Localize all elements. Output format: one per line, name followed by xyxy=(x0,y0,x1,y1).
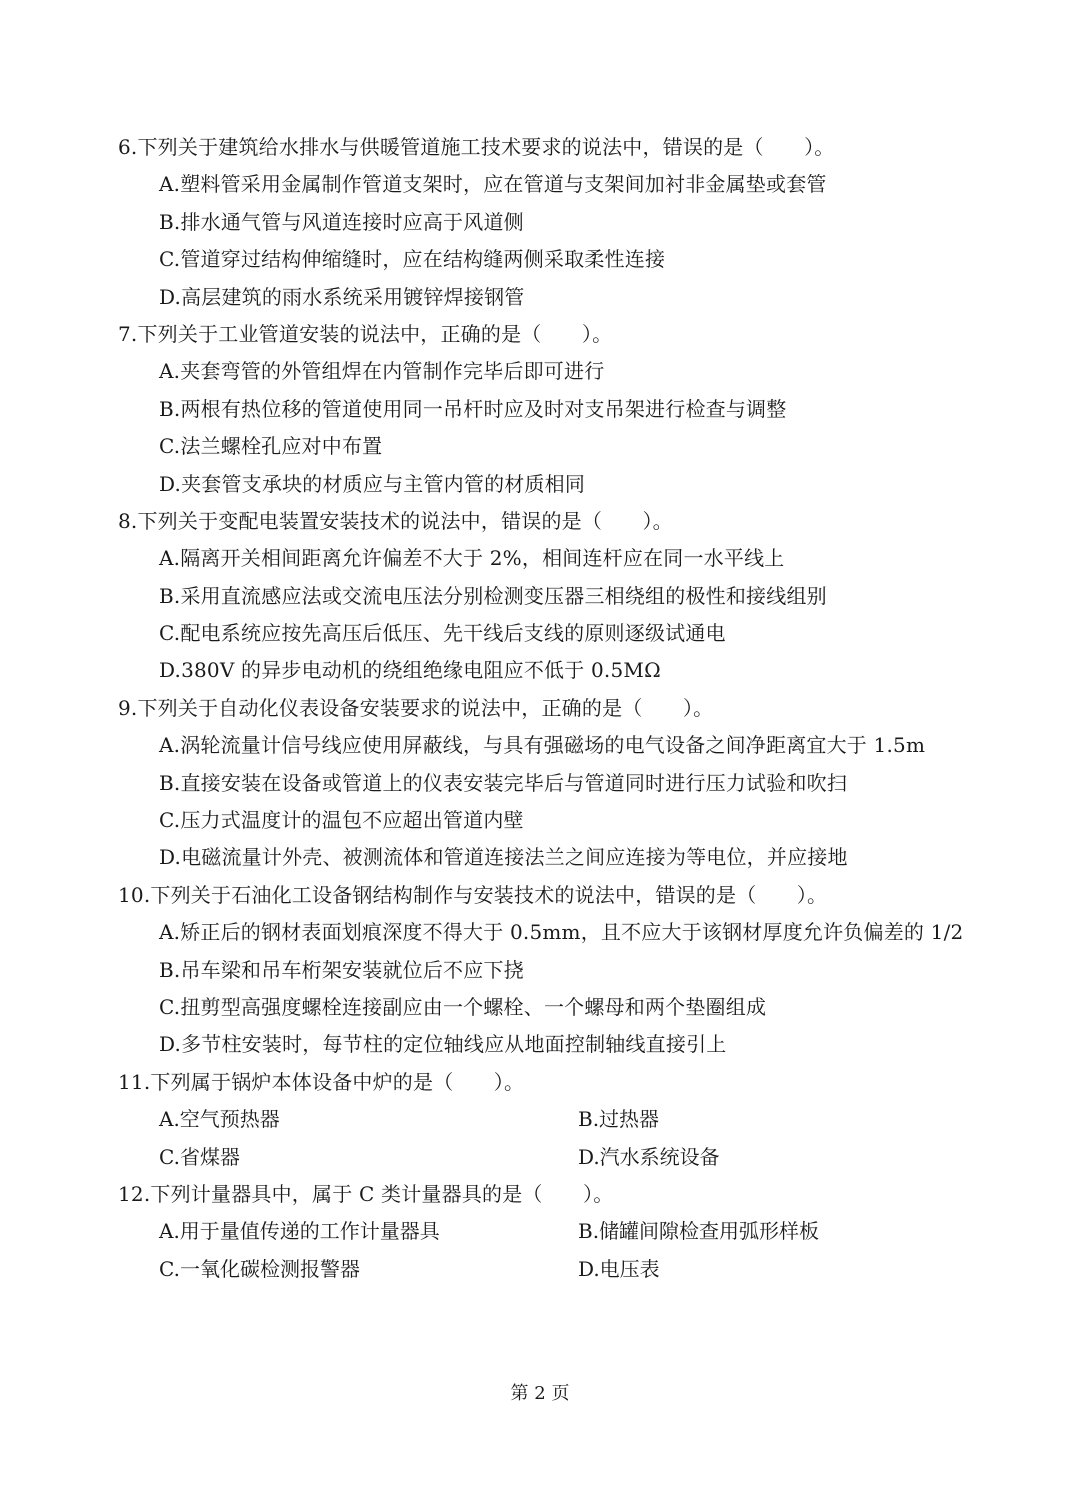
option-a: A.空气预热器 xyxy=(159,1107,280,1132)
option-c: C.配电系统应按先高压后低压、先干线后支线的原则逐级试通电 xyxy=(159,621,726,646)
option-row xyxy=(118,1139,998,1176)
question-stem: 7.下列关于工业管道安装的说法中，正确的是（ ）。 xyxy=(118,321,613,346)
question-9 xyxy=(118,690,998,877)
question-6 xyxy=(118,129,998,316)
question-stem: 12.下列计量器具中，属于 C 类计量器具的是（ ）。 xyxy=(118,1181,614,1206)
option-c: C.管道穿过结构伸缩缝时，应在结构缝两侧采取柔性连接 xyxy=(159,247,666,272)
option-d: D.电磁流量计外壳、被测流体和管道连接法兰之间应连接为等电位，并应接地 xyxy=(159,845,848,870)
option-b: B.过热器 xyxy=(578,1107,660,1132)
option-a: A.涡轮流量计信号线应使用屏蔽线，与具有强磁场的电气设备之间净距离宜大于 1.5m xyxy=(159,733,926,758)
option-c: C.压力式温度计的温包不应超出管道内壁 xyxy=(159,808,524,833)
option-b: B.储罐间隙检查用弧形样板 xyxy=(578,1219,820,1244)
option-b: B.采用直流感应法或交流电压法分别检测变压器三相绕组的极性和接线组别 xyxy=(159,583,827,608)
question-7 xyxy=(118,316,998,503)
question-stem: 6.下列关于建筑给水排水与供暖管道施工技术要求的说法中，错误的是（ ）。 xyxy=(118,135,835,159)
option-a: A.隔离开关相间距离允许偏差不大于 2%，相间连杆应在同一水平线上 xyxy=(159,546,785,571)
question-list xyxy=(118,129,998,1288)
question-12 xyxy=(118,1176,998,1288)
option-c: C.一氧化碳检测报警器 xyxy=(159,1256,360,1281)
option-d: D.电压表 xyxy=(578,1256,660,1281)
option-b: B.吊车梁和吊车桁架安装就位后不应下挠 xyxy=(159,957,524,982)
option-a: A.塑料管采用金属制作管道支架时，应在管道与支架间加衬非金属垫或套管 xyxy=(159,172,827,197)
option-c: C.省煤器 xyxy=(159,1144,240,1169)
option-a: A.夹套弯管的外管组焊在内管制作完毕后即可进行 xyxy=(159,359,605,384)
option-row xyxy=(118,1213,998,1250)
option-c: C.扭剪型高强度螺栓连接副应由一个螺栓、一个螺母和两个垫圈组成 xyxy=(159,994,767,1019)
question-stem: 10.下列关于石油化工设备钢结构制作与安装技术的说法中，错误的是（ ）。 xyxy=(118,882,828,907)
option-d: D.高层建筑的雨水系统采用镀锌焊接钢管 xyxy=(159,284,525,309)
option-d: D.夹套管支承块的材质应与主管内管的材质相同 xyxy=(159,471,586,496)
question-stem: 8.下列关于变配电装置安装技术的说法中，错误的是（ ）。 xyxy=(118,508,673,533)
question-11 xyxy=(118,1064,998,1176)
option-b: B.直接安装在设备或管道上的仪表安装完毕后与管道同时进行压力试验和吹扫 xyxy=(159,770,848,795)
question-stem: 9.下列关于自动化仪表设备安装要求的说法中，正确的是（ ）。 xyxy=(118,695,714,720)
page-number: 第 2 页 xyxy=(510,1383,570,1404)
question-8 xyxy=(118,503,998,690)
option-d: D.多节柱安装时，每节柱的定位轴线应从地面控制轴线直接引上 xyxy=(159,1032,727,1057)
option-row xyxy=(118,1101,998,1138)
question-10 xyxy=(118,877,998,1064)
question-stem: 11.下列属于锅炉本体设备中炉的是（ ）。 xyxy=(118,1069,525,1094)
option-d: D.汽水系统设备 xyxy=(578,1144,720,1169)
option-c: C.法兰螺栓孔应对中布置 xyxy=(159,434,383,459)
option-b: B.排水通气管与风道连接时应高于风道侧 xyxy=(159,209,524,234)
option-d: D.380V 的异步电动机的绕组绝缘电阻应不低于 0.5MΩ xyxy=(159,658,661,683)
option-a: A.矫正后的钢材表面划痕深度不得大于 0.5mm，且不应大于该钢材厚度允许负偏差的 1/2 xyxy=(159,920,964,945)
option-b: B.两根有热位移的管道使用同一吊杆时应及时对支吊架进行检查与调整 xyxy=(159,396,787,421)
option-row xyxy=(118,1251,998,1288)
option-a: A.用于量值传递的工作计量器具 xyxy=(159,1219,440,1244)
